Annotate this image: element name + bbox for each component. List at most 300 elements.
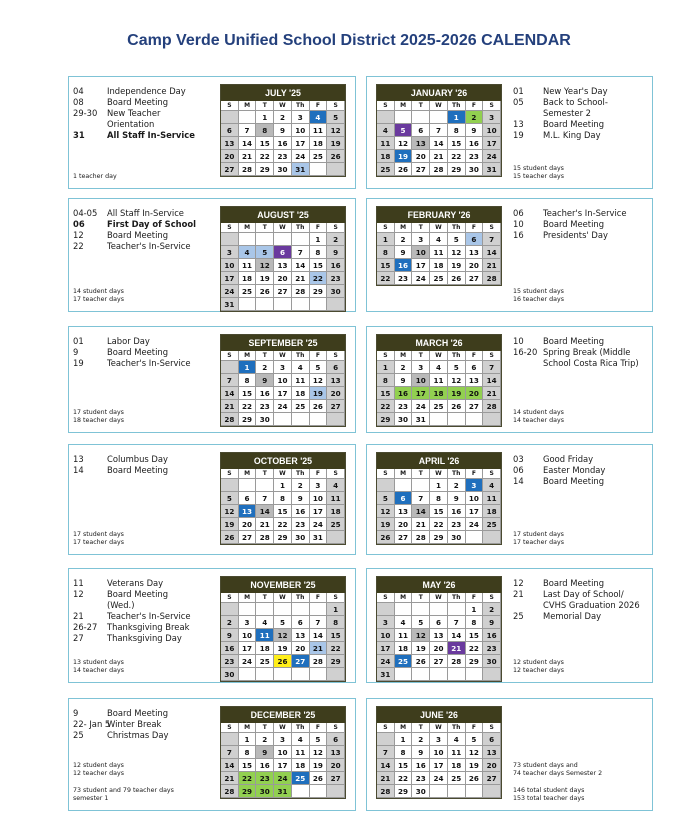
event-name: Board Meeting xyxy=(543,475,605,486)
day-cell: 4 xyxy=(377,124,395,137)
day-cell: 20 xyxy=(221,150,239,163)
day-cell: 12 xyxy=(256,259,274,272)
event-name: Orientation xyxy=(107,118,155,129)
event-date: 27 xyxy=(73,632,84,643)
day-cell: 9 xyxy=(466,124,484,137)
day-cell: 15 xyxy=(310,259,328,272)
day-count-summary xyxy=(513,409,564,425)
day-cell: 14 xyxy=(221,387,239,400)
weekday-header: F xyxy=(466,351,484,361)
day-cell: 1 xyxy=(377,233,395,246)
day-cell: 28 xyxy=(412,531,430,544)
empty-cell xyxy=(239,233,257,246)
day-cell: 22 xyxy=(239,772,257,785)
event-name: Back to School- xyxy=(543,96,608,107)
day-cell: 28 xyxy=(483,400,501,413)
weekday-header: Th xyxy=(292,223,310,233)
weekday-header: M xyxy=(395,101,413,111)
event-item xyxy=(73,108,195,119)
day-cell: 9 xyxy=(221,629,239,642)
summary-line: 1 teacher day xyxy=(73,172,117,180)
day-cell: 15 xyxy=(239,387,257,400)
event-item xyxy=(513,119,608,130)
day-cell: 29 xyxy=(395,785,413,798)
day-cell: 14 xyxy=(483,374,501,387)
weekday-header: F xyxy=(466,469,484,479)
day-cell: 29 xyxy=(239,785,257,798)
day-grid xyxy=(221,469,345,544)
day-cell: 4 xyxy=(430,361,448,374)
day-cell: 29 xyxy=(310,285,328,298)
event-item xyxy=(73,454,168,465)
day-cell: 18 xyxy=(377,150,395,163)
event-item xyxy=(513,465,605,476)
day-cell: 1 xyxy=(327,603,345,616)
day-cell: 17 xyxy=(292,137,310,150)
day-cell: 27 xyxy=(466,400,484,413)
empty-cell xyxy=(274,298,292,311)
day-cell: 17 xyxy=(412,387,430,400)
weekday-header: W xyxy=(274,101,292,111)
day-cell: 28 xyxy=(310,655,328,668)
event-item xyxy=(73,730,168,741)
day-cell: 16 xyxy=(274,137,292,150)
calendar-jul xyxy=(220,84,346,177)
empty-cell xyxy=(327,298,345,311)
day-cell: 16 xyxy=(256,387,274,400)
day-cell: 21 xyxy=(310,642,328,655)
day-cell: 16 xyxy=(327,259,345,272)
day-cell: 27 xyxy=(239,531,257,544)
day-cell: 30 xyxy=(395,413,413,426)
day-cell: 31 xyxy=(310,531,328,544)
weekday-header: W xyxy=(430,351,448,361)
day-cell: 19 xyxy=(412,642,430,655)
day-count-summary xyxy=(73,409,124,425)
day-cell: 25 xyxy=(310,150,328,163)
day-cell: 7 xyxy=(239,124,257,137)
summary-line: 17 teacher days xyxy=(513,538,564,546)
day-cell: 3 xyxy=(412,233,430,246)
event-name: New Teacher xyxy=(107,107,161,118)
day-cell: 9 xyxy=(274,124,292,137)
day-cell: 11 xyxy=(377,137,395,150)
day-cell: 28 xyxy=(221,785,239,798)
weekday-header: Th xyxy=(448,101,466,111)
month-name: SEPTEMBER '25 xyxy=(221,335,345,351)
weekday-header: S xyxy=(221,593,239,603)
day-cell: 19 xyxy=(256,272,274,285)
day-cell: 27 xyxy=(274,285,292,298)
event-date: 12 xyxy=(513,578,524,588)
event-date: 16-20 xyxy=(513,346,538,357)
day-cell: 27 xyxy=(483,772,501,785)
day-count-summary xyxy=(73,531,124,547)
day-cell: 7 xyxy=(292,246,310,259)
weekday-header: T xyxy=(256,593,274,603)
day-cell: 5 xyxy=(221,492,239,505)
day-cell: 28 xyxy=(256,531,274,544)
event-item xyxy=(73,208,196,219)
day-cell: 7 xyxy=(310,616,328,629)
empty-cell xyxy=(430,603,448,616)
day-cell: 26 xyxy=(327,150,345,163)
event-name: Board Meeting xyxy=(107,464,169,475)
day-cell: 19 xyxy=(448,387,466,400)
day-cell: 24 xyxy=(221,285,239,298)
day-cell: 6 xyxy=(483,733,501,746)
day-cell: 30 xyxy=(292,531,310,544)
day-cell: 10 xyxy=(483,124,501,137)
day-cell: 11 xyxy=(430,374,448,387)
day-cell: 30 xyxy=(483,655,501,668)
event-name: Winter Break xyxy=(107,718,162,729)
empty-cell xyxy=(221,233,239,246)
day-cell: 23 xyxy=(412,772,430,785)
empty-cell xyxy=(483,668,501,681)
day-cell: 5 xyxy=(448,233,466,246)
day-cell: 27 xyxy=(412,163,430,176)
event-item xyxy=(73,589,191,600)
day-cell: 20 xyxy=(412,150,430,163)
event-item xyxy=(73,622,191,633)
day-cell: 4 xyxy=(430,233,448,246)
day-cell: 27 xyxy=(327,400,345,413)
day-cell: 27 xyxy=(221,163,239,176)
event-item xyxy=(513,130,608,141)
day-cell: 4 xyxy=(310,111,328,124)
day-cell: 2 xyxy=(256,733,274,746)
month-name: MAY '26 xyxy=(377,577,501,593)
day-cell: 22 xyxy=(466,642,484,655)
day-cell: 1 xyxy=(466,603,484,616)
event-item xyxy=(513,336,639,347)
month-name: AUGUST '25 xyxy=(221,207,345,223)
empty-cell xyxy=(483,785,501,798)
event-name: Board Meeting xyxy=(543,218,605,229)
day-cell: 14 xyxy=(292,259,310,272)
weekday-header: F xyxy=(310,223,328,233)
event-name: Memorial Day xyxy=(543,610,602,621)
day-cell: 3 xyxy=(310,479,328,492)
summary-line: 13 student days xyxy=(73,658,124,666)
empty-cell xyxy=(256,233,274,246)
day-cell: 8 xyxy=(377,246,395,259)
weekday-header: F xyxy=(466,223,484,233)
weekday-header: S xyxy=(221,351,239,361)
day-cell: 7 xyxy=(430,124,448,137)
day-cell: 2 xyxy=(483,603,501,616)
day-cell: 16 xyxy=(466,137,484,150)
day-cell: 27 xyxy=(327,772,345,785)
event-date: 06 xyxy=(513,464,524,475)
day-cell: 18 xyxy=(327,505,345,518)
day-cell: 4 xyxy=(395,616,413,629)
day-cell: 7 xyxy=(221,374,239,387)
event-date: 9 xyxy=(73,346,79,357)
day-cell: 22 xyxy=(395,772,413,785)
empty-cell xyxy=(377,603,395,616)
weekday-header: F xyxy=(466,723,484,733)
event-item xyxy=(513,476,605,487)
day-cell: 30 xyxy=(256,413,274,426)
event-name: M.L. King Day xyxy=(543,129,601,140)
day-cell: 22 xyxy=(377,272,395,285)
day-cell: 24 xyxy=(239,655,257,668)
summary-line: 17 teacher days xyxy=(73,538,124,546)
weekday-header: Th xyxy=(292,469,310,479)
empty-cell xyxy=(221,733,239,746)
day-cell: 16 xyxy=(395,387,413,400)
weekday-header: S xyxy=(483,223,501,233)
day-cell: 25 xyxy=(292,772,310,785)
event-date: 13 xyxy=(513,118,524,129)
day-cell: 12 xyxy=(310,746,328,759)
day-cell: 11 xyxy=(292,374,310,387)
day-cell: 22 xyxy=(430,518,448,531)
day-cell: 25 xyxy=(292,400,310,413)
day-cell: 2 xyxy=(256,361,274,374)
day-cell: 14 xyxy=(310,629,328,642)
day-cell: 24 xyxy=(310,518,328,531)
day-cell: 5 xyxy=(377,492,395,505)
day-cell: 18 xyxy=(292,387,310,400)
day-cell: 10 xyxy=(430,746,448,759)
day-cell: 13 xyxy=(221,137,239,150)
weekday-header: S xyxy=(377,469,395,479)
empty-cell xyxy=(466,413,484,426)
event-item xyxy=(73,708,168,719)
day-cell: 26 xyxy=(221,531,239,544)
event-item xyxy=(513,358,639,369)
empty-cell xyxy=(274,413,292,426)
day-cell: 4 xyxy=(256,616,274,629)
day-cell: 4 xyxy=(292,361,310,374)
day-grid xyxy=(221,593,345,681)
event-date: 21 xyxy=(73,610,84,621)
event-date: 19 xyxy=(513,129,524,140)
day-cell: 16 xyxy=(221,642,239,655)
day-cell: 15 xyxy=(466,629,484,642)
day-cell: 19 xyxy=(395,150,413,163)
day-cell: 31 xyxy=(274,785,292,798)
day-cell: 7 xyxy=(483,361,501,374)
day-cell: 14 xyxy=(377,759,395,772)
events-list xyxy=(73,454,168,476)
calendar-oct xyxy=(220,452,346,545)
day-cell: 5 xyxy=(310,361,328,374)
day-cell: 12 xyxy=(377,505,395,518)
day-cell: 18 xyxy=(292,759,310,772)
event-name: Board Meeting xyxy=(107,346,169,357)
event-name: First Day of School xyxy=(107,218,196,229)
summary-line: 12 teacher days xyxy=(73,770,124,778)
day-cell: 21 xyxy=(483,259,501,272)
day-grid xyxy=(377,101,501,176)
event-date: 25 xyxy=(513,610,524,621)
day-cell: 29 xyxy=(327,655,345,668)
day-cell: 20 xyxy=(239,518,257,531)
weekday-header: S xyxy=(327,593,345,603)
day-cell: 5 xyxy=(466,733,484,746)
summary-line: 12 student days xyxy=(513,658,564,666)
day-cell: 20 xyxy=(274,272,292,285)
event-item xyxy=(73,358,191,369)
weekday-header: Th xyxy=(292,593,310,603)
event-name: Board Meeting xyxy=(107,708,169,718)
day-cell: 30 xyxy=(256,785,274,798)
event-date: 14 xyxy=(73,464,84,475)
empty-cell xyxy=(310,413,328,426)
calendar-aug xyxy=(220,206,346,312)
day-cell: 8 xyxy=(256,124,274,137)
empty-cell xyxy=(395,668,413,681)
summary-line xyxy=(73,778,174,786)
day-cell: 24 xyxy=(377,655,395,668)
event-date: 05 xyxy=(513,96,524,107)
day-cell: 6 xyxy=(430,616,448,629)
day-count-summary xyxy=(73,288,124,304)
events-list xyxy=(73,336,191,369)
day-cell: 23 xyxy=(395,272,413,285)
weekday-header: T xyxy=(256,723,274,733)
day-cell: 3 xyxy=(274,733,292,746)
day-cell: 20 xyxy=(395,518,413,531)
empty-cell xyxy=(292,785,310,798)
day-cell: 7 xyxy=(483,233,501,246)
event-item xyxy=(73,130,195,141)
event-date: 01 xyxy=(73,336,84,346)
event-name: Columbus Day xyxy=(107,454,168,464)
empty-cell xyxy=(466,785,484,798)
day-cell: 25 xyxy=(448,772,466,785)
summary-line: semester 1 xyxy=(73,794,109,802)
summary-line: 12 teacher days xyxy=(513,666,564,674)
weekday-header: T xyxy=(256,351,274,361)
day-cell: 24 xyxy=(274,400,292,413)
day-cell: 13 xyxy=(327,746,345,759)
day-cell: 15 xyxy=(327,629,345,642)
day-cell: 22 xyxy=(448,150,466,163)
day-cell: 20 xyxy=(466,387,484,400)
day-cell: 6 xyxy=(239,492,257,505)
day-cell: 5 xyxy=(256,246,274,259)
day-cell: 31 xyxy=(292,163,310,176)
empty-cell xyxy=(395,111,413,124)
day-cell: 11 xyxy=(292,746,310,759)
day-cell: 25 xyxy=(256,655,274,668)
weekday-header: Th xyxy=(448,223,466,233)
day-cell: 4 xyxy=(292,733,310,746)
day-cell: 19 xyxy=(310,759,328,772)
day-cell: 17 xyxy=(239,642,257,655)
event-name: All Staff In-Service xyxy=(107,129,195,140)
weekday-header: S xyxy=(327,469,345,479)
event-date: 12 xyxy=(73,588,84,599)
day-cell: 21 xyxy=(239,150,257,163)
day-cell: 26 xyxy=(256,285,274,298)
day-cell: 6 xyxy=(466,361,484,374)
day-cell: 12 xyxy=(448,374,466,387)
empty-cell xyxy=(256,668,274,681)
weekday-header: Th xyxy=(448,351,466,361)
day-cell: 6 xyxy=(466,233,484,246)
event-item xyxy=(73,86,195,97)
empty-cell xyxy=(430,785,448,798)
day-cell: 14 xyxy=(412,505,430,518)
events-list xyxy=(73,208,196,252)
day-cell: 26 xyxy=(395,163,413,176)
weekday-header: W xyxy=(430,223,448,233)
day-cell: 23 xyxy=(466,150,484,163)
empty-cell xyxy=(448,785,466,798)
day-cell: 11 xyxy=(327,492,345,505)
day-cell: 13 xyxy=(274,259,292,272)
day-cell: 6 xyxy=(327,733,345,746)
day-cell: 22 xyxy=(377,400,395,413)
event-name: Teacher's In-Service xyxy=(543,208,627,218)
calendar-dec xyxy=(220,706,346,799)
day-cell: 31 xyxy=(221,298,239,311)
calendar-may xyxy=(376,576,502,682)
day-cell: 21 xyxy=(256,518,274,531)
day-cell: 29 xyxy=(466,655,484,668)
event-item xyxy=(513,230,627,241)
events-list xyxy=(73,708,168,741)
day-cell: 13 xyxy=(292,629,310,642)
event-date: 29-30 xyxy=(73,107,98,118)
event-item xyxy=(513,97,608,108)
event-item xyxy=(513,600,640,611)
day-cell: 9 xyxy=(292,492,310,505)
day-cell: 9 xyxy=(483,616,501,629)
empty-cell xyxy=(310,603,328,616)
day-cell: 3 xyxy=(483,111,501,124)
day-cell: 15 xyxy=(448,137,466,150)
day-cell: 19 xyxy=(377,518,395,531)
event-name: Christmas Day xyxy=(107,729,169,740)
event-date: 25 xyxy=(73,729,84,740)
event-name: School Costa Rica Trip) xyxy=(543,357,639,368)
weekday-header: S xyxy=(327,223,345,233)
summary-line: 73 student days and xyxy=(513,762,578,769)
empty-cell xyxy=(377,479,395,492)
event-date: 19 xyxy=(73,357,84,368)
empty-cell xyxy=(239,668,257,681)
event-name: Board Meeting xyxy=(107,229,169,240)
day-grid xyxy=(377,351,501,426)
day-count-summary xyxy=(73,173,117,181)
day-count-summary xyxy=(513,288,564,304)
day-cell: 25 xyxy=(430,272,448,285)
day-cell: 17 xyxy=(274,759,292,772)
day-cell: 13 xyxy=(430,629,448,642)
day-cell: 3 xyxy=(430,733,448,746)
day-cell: 8 xyxy=(239,374,257,387)
empty-cell xyxy=(221,111,239,124)
events-list xyxy=(73,86,195,141)
day-grid xyxy=(221,101,345,176)
weekday-header: W xyxy=(274,593,292,603)
event-date: 11 xyxy=(73,578,84,588)
day-cell: 17 xyxy=(310,505,328,518)
day-cell: 19 xyxy=(466,759,484,772)
empty-cell xyxy=(292,603,310,616)
day-cell: 31 xyxy=(483,163,501,176)
day-cell: 12 xyxy=(466,746,484,759)
day-cell: 23 xyxy=(292,518,310,531)
day-cell: 19 xyxy=(327,137,345,150)
